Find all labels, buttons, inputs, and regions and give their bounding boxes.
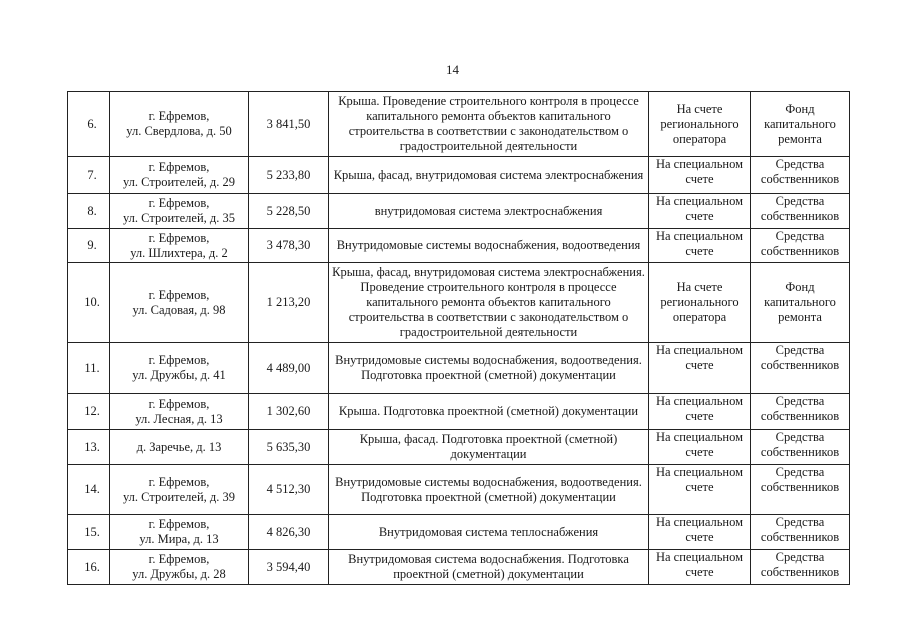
fund-cell: Средства собственников — [751, 430, 850, 465]
table-row — [68, 465, 850, 515]
row-number: 15. — [68, 515, 110, 550]
row-number: 11. — [68, 343, 110, 394]
area-cell: 4 489,00 — [249, 343, 329, 394]
address-line-2: ул. Строителей, д. 39 — [122, 489, 235, 504]
area-cell: 1 213,20 — [249, 263, 329, 343]
fund-cell: Средства собственников — [751, 550, 850, 585]
fund-cell: Средства собственников — [751, 465, 850, 515]
area-cell: 3 841,50 — [249, 92, 329, 157]
row-number: 13. — [68, 430, 110, 465]
area-cell: 3 478,30 — [249, 229, 329, 263]
address-line-1: д. Заречье, д. 13 — [136, 439, 222, 454]
table-row — [68, 343, 850, 394]
address-cell — [110, 343, 249, 394]
address-line-2: ул. Лесная, д. 13 — [135, 411, 223, 426]
address-line-1: г. Ефремов, — [148, 160, 210, 174]
address-line-2: ул. Мира, д. 13 — [139, 532, 219, 546]
account-cell: На счете регионального оператора — [649, 92, 751, 157]
address-cell — [110, 92, 249, 157]
works-cell: Внутридомовые системы водоснабжения, водоотведения. Подготовка проектной (сметной) документации — [329, 465, 649, 515]
address-line-1: г. Ефремов, — [148, 396, 210, 411]
address-cell — [110, 430, 249, 465]
area-cell: 5 233,80 — [249, 157, 329, 194]
table-row — [68, 394, 850, 430]
fund-cell: Средства собственников — [751, 343, 850, 394]
address-line-2: ул. Садовая, д. 98 — [132, 302, 226, 317]
address-line-2: ул. Шлихтера, д. 2 — [130, 245, 228, 260]
address-line-2: ул. Свердлова, д. 50 — [126, 124, 232, 138]
area-cell: 1 302,60 — [249, 394, 329, 430]
table-row — [68, 550, 850, 585]
works-table-wrapper — [67, 91, 850, 585]
works-cell: Внутридомовая система теплоснабжения — [329, 515, 649, 550]
account-cell: На специальном счете — [649, 465, 751, 515]
table-row — [68, 229, 850, 263]
area-cell: 4 826,30 — [249, 515, 329, 550]
address-line-2: ул. Строителей, д. 35 — [122, 211, 235, 225]
address-cell — [110, 157, 249, 194]
row-number: 6. — [68, 92, 110, 157]
account-cell: На специальном счете — [649, 394, 751, 430]
table-row — [68, 92, 850, 157]
address-line-1: г. Ефремов, — [148, 353, 210, 367]
works-cell: Крыша, фасад. Подготовка проектной (сметной) документации — [329, 430, 649, 465]
works-cell: Внутридомовые системы водоснабжения, водоотведения. Подготовка проектной (сметной) документации — [329, 343, 649, 394]
fund-cell: Средства собственников — [751, 157, 850, 194]
account-cell: На специальном счете — [649, 430, 751, 465]
address-line-1: г. Ефремов, — [148, 230, 210, 245]
works-cell: Крыша, фасад, внутридомовая система электроснабжения. Проведение строительного контроля в процессе капитального ремонта объектов капитального строительства в соответствии с законодательством о градостроительной деятельности — [329, 263, 649, 343]
area-cell: 5 635,30 — [249, 430, 329, 465]
fund-cell: Средства собственников — [751, 515, 850, 550]
works-table — [67, 91, 850, 585]
account-cell: На специальном счете — [649, 550, 751, 585]
address-cell — [110, 194, 249, 229]
fund-cell: Средства собственников — [751, 394, 850, 430]
address-line-1: г. Ефремов, — [148, 474, 210, 489]
address-line-1: г. Ефремов, — [148, 552, 210, 566]
account-cell: На специальном счете — [649, 229, 751, 263]
table-row — [68, 263, 850, 343]
row-number: 16. — [68, 550, 110, 585]
area-cell: 4 512,30 — [249, 465, 329, 515]
table-row — [68, 430, 850, 465]
works-cell: внутридомовая система электроснабжения — [329, 194, 649, 229]
account-cell: На специальном счете — [649, 157, 751, 194]
fund-cell: Средства собственников — [751, 229, 850, 263]
address-line-2: ул. Дружбы, д. 28 — [132, 567, 226, 581]
address-line-1: г. Ефремов, — [148, 196, 210, 210]
row-number: 9. — [68, 229, 110, 263]
works-cell: Внутридомовые системы водоснабжения, водоотведения — [329, 229, 649, 263]
address-line-1: г. Ефремов, — [148, 287, 210, 302]
address-cell — [110, 465, 249, 515]
account-cell: На специальном счете — [649, 343, 751, 394]
row-number: 8. — [68, 194, 110, 229]
table-row — [68, 515, 850, 550]
works-cell: Крыша. Подготовка проектной (сметной) документации — [329, 394, 649, 430]
row-number: 14. — [68, 465, 110, 515]
area-cell: 3 594,40 — [249, 550, 329, 585]
row-number: 12. — [68, 394, 110, 430]
address-cell — [110, 229, 249, 263]
table-row — [68, 157, 850, 194]
fund-cell: Фонд капитального ремонта — [751, 92, 850, 157]
fund-cell: Средства собственников — [751, 194, 850, 229]
address-cell — [110, 263, 249, 343]
area-cell: 5 228,50 — [249, 194, 329, 229]
works-cell: Крыша. Проведение строительного контроля в процессе капитального ремонта объектов капитального строительства в соответствии с законодательством о градостроительной деятельности — [329, 92, 649, 157]
address-cell — [110, 394, 249, 430]
table-row — [68, 194, 850, 229]
row-number: 7. — [68, 157, 110, 194]
address-line-2: ул. Дружбы, д. 41 — [132, 368, 226, 382]
row-number: 10. — [68, 263, 110, 343]
address-cell — [110, 515, 249, 550]
address-line-2: ул. Строителей, д. 29 — [122, 175, 235, 189]
fund-cell: Фонд капитального ремонта — [751, 263, 850, 343]
address-line-1: г. Ефремов, — [148, 517, 210, 531]
address-line-1: г. Ефремов, — [148, 109, 210, 123]
works-cell: Внутридомовая система водоснабжения. Подготовка проектной (сметной) документации — [329, 550, 649, 585]
account-cell: На специальном счете — [649, 194, 751, 229]
account-cell: На счете регионального оператора — [649, 263, 751, 343]
page-number: 14 — [446, 62, 459, 77]
account-cell: На специальном счете — [649, 515, 751, 550]
address-cell — [110, 550, 249, 585]
works-cell: Крыша, фасад, внутридомовая система электроснабжения — [329, 157, 649, 194]
